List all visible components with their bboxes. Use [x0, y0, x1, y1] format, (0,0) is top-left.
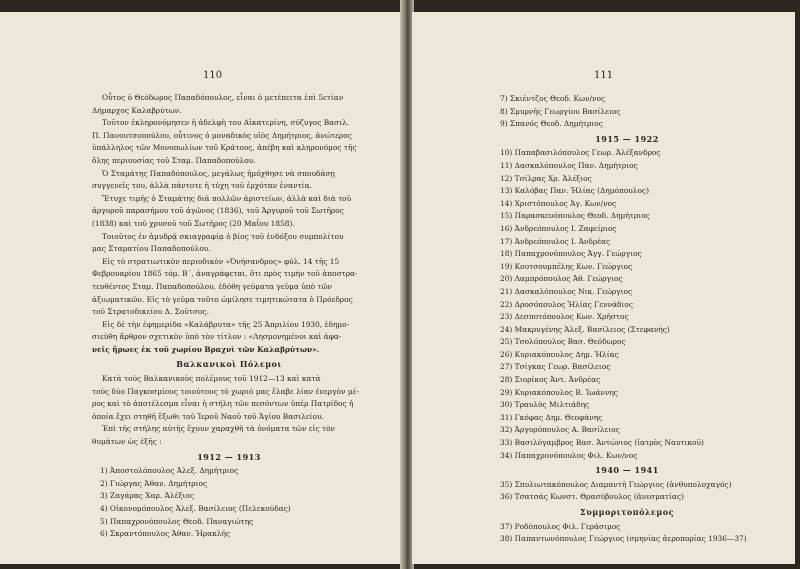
list-item: 24) Μακρυγένης Ἀλεξ. Βασίλειος (Στεφανής)	[500, 324, 670, 334]
text-line: ἀξιωματικῶν. Εἰς τὸ γεῦμα τοῦτο ὡμίλησε τιμητικώτατα ὁ Πρόεδρος	[92, 294, 353, 304]
list-item: 37) Ροδόπουλος Φιλ. Γεράσιμος	[500, 521, 621, 531]
text-line: Εἰς τὸ στρατιωτικὸν περιοδικὸν «Ὀνήσανδρος» φύλ. 14 τῆς 15	[102, 256, 340, 266]
list-item: 14) Χριστόπουλος Ἀγ. Κων/νος	[500, 198, 617, 208]
text-line: ὁποία ἔχει στηθῆ ἔξωθι τοῦ Ἱεροῦ Ναοῦ τοῦ Ἁγίου Βασιλείου.	[92, 411, 324, 421]
list-item: 25) Τσολόπουλος Βασ. Θεόδωρος	[500, 337, 626, 347]
casualty-list	[492, 147, 762, 462]
page-number: 110	[203, 70, 223, 81]
text-line: Ἔτυχε τιμῆς ὁ Σταμάτης διὰ πολλῶν ἀριστείων, ἀλλὰ καὶ διὰ τοῦ	[102, 193, 352, 203]
text-line: (1838) καὶ τοῦ χρυσοῦ τοῦ Σωτῆρος (20 Μαΐου 1858).	[92, 218, 295, 228]
section-heading: Βαλκανικοὶ Πόλεμοι	[176, 359, 282, 370]
list-item: 31) Γκόφας Δημ. Θεοφάνης	[500, 412, 603, 422]
list-item: 10) Παπαβασιλόπουλος Γεωρ. Ἀλέξανδρος	[500, 148, 661, 158]
casualty-list	[492, 521, 762, 546]
period-heading: Συμμοριτοπόλεμος	[580, 507, 674, 517]
text-line: ἀργυροῦ παρασήμου τοῦ ἀγῶνος (1836), τοῦ Ἀργυροῦ τοῦ Σωτῆρος	[92, 206, 344, 216]
list-item: 23) Δεσποτόπουλος Κων. Χρῆστος	[500, 312, 629, 322]
list-item: 4) Οἰκονομόπουλος Ἀλεξ. Βασίλειος (Πελεκούδας)	[100, 504, 291, 513]
text-line: Τοιοῦτος ἐν ἀμυδρᾷ σκιαγραφίᾳ ὁ βίος τοῦ ἐνδόξου συμπολίτου	[102, 231, 344, 241]
list-item: 8) Σμυρνῆς Γεωργίου Βασίλειος	[500, 106, 621, 116]
casualty-list	[492, 93, 762, 131]
list-item: 35) Σπυλιωτακόπουλος Διαμαντῆ Γεώργιος (ἀνθυπολοχαγός)	[500, 479, 732, 489]
text-line: ὅλης περιουσίας τοῦ Σταμ. Παπαδοπούλου.	[92, 155, 256, 165]
list-item: 38) Παπαντωνόπουλος Γεώργιος (σμηνίας ἀεροπορίας 1936—37)	[500, 534, 747, 544]
list-item: 17) Ἀνδρεόπουλος Ι. Ἀνδρέας	[500, 236, 611, 246]
list-item: 27) Τσίγκας Γεωρ. Βασίλειος	[500, 362, 611, 372]
list-item: 32) Ἀργυρόπουλος Α. Βασίλειος	[500, 425, 620, 435]
text-line: τοὺς δύο Παγκοσμίους τοιούτους τὸ χωριό μας ἔλαβε λίαν ἐνεργὸν μέ-	[92, 386, 359, 396]
list-item: 1) Ἀποστολόπουλος Ἀλεξ. Δημήτριος	[100, 466, 239, 476]
list-item: 2) Γιώργας Ἀθαν. Δημήτριος	[100, 478, 208, 488]
period-heading: 1940 — 1941	[595, 465, 659, 476]
left-page	[0, 12, 403, 564]
page-number: 111	[594, 70, 614, 81]
list-item: 20) Λαμπρόπουλος Ἀθ. Γεώργιος	[500, 274, 623, 284]
list-item: 30) Τραυλὸς Μιλτιάδης	[500, 400, 590, 410]
list-item: 6) Σκραντόπουλος Ἀθαν. Ἡρακλῆς	[100, 529, 231, 539]
list-item: 21) Δασκαλόπουλος Νικ. Γεώργιος	[500, 286, 633, 296]
right-page	[412, 12, 795, 564]
casualty-list	[492, 479, 762, 504]
list-item: 3) Ζαγάρας Χαρ. Ἀλέξιος	[100, 491, 194, 501]
list-item: 28) Σιορίκος Ἀντ. Ἀνδρέας	[500, 375, 601, 385]
list-item: 26) Κυριακόπουλος Δημ. Ἠλίας	[500, 349, 619, 359]
text-line: θυμάτων ὡς ἑξῆς :	[92, 437, 162, 447]
list-item: 34) Παπαχρονόπουλος Φιλ. Κων/νος	[500, 450, 638, 460]
list-item: 22) Δροσόπουλος Ἠλίας Γεννάδιος	[500, 299, 633, 309]
text-line: Οὗτος ὁ Θεόδωρος Παπαδόπουλος, εἶναι ὁ μετέπειτα ἐπὶ 5ετίαν	[102, 93, 344, 102]
list-item: 11) Δασκαλόπουλος Παν. Δημήτριος	[500, 160, 638, 170]
text-line: ὑπάλληλος τῶν Μονοπωλίων τοῦ Κράτους, ἀπέβη καὶ κληρονόμος τῆς	[92, 143, 357, 153]
list-item: 18) Παπαχρονόπουλος Ἀγγ. Γεώργιος	[500, 249, 642, 259]
text-line: συγγενεῖς του, ἀλλὰ πάντοτε ἡ τύχη τοῦ ἐρχόταν ἐναντία.	[92, 181, 312, 191]
list-item: 5) Παπαχρονόπουλος Θεοδ. Παναγιώτης	[100, 516, 254, 526]
period-heading: 1912 — 1913	[197, 451, 261, 462]
list-item: 15) Παρασκευόπουλος Θεοδ. Δημήτριος	[500, 211, 650, 221]
list-item: 13) Καλόβας Παν. Ἠλίας (Δημόπουλος)	[500, 186, 649, 196]
text-line: νεῖς ἥρωες ἐκ τοῦ χωρίου Βραχνὶ τῶν Καλαβρύτων».	[92, 344, 320, 354]
text-line: Π. Πανουτσοπούλου, οὗτινος ὁ μοναδικὸς υἱὸς Δημήτριος, ἀνώτερος	[92, 130, 352, 140]
right-page-text	[492, 93, 762, 546]
text-line: σιεύθη ἄρθρον σχετικὸν ὑπὸ τὸν τίτλον : «Λησμονημένοι καὶ ἀφα-	[92, 332, 342, 342]
text-line: μας Σταματίου Παπαδοπούλου.	[92, 244, 211, 254]
period-heading: 1915 — 1922	[595, 133, 659, 144]
left-page-text	[92, 92, 366, 541]
list-item: 33) Βασιλόγαμβρος Βασ. Ἀντώνιος (ἰατρὸς Ναυτικοῦ)	[500, 438, 704, 448]
list-item: 19) Κουτσουμπέλης Κων. Γεώργιος	[500, 261, 633, 271]
text-line: τοῦ Στρατοδικείου Δ. Σοῦτσος.	[92, 307, 209, 317]
list-item: 9) Σπανός Θεοδ. Δημήτριος	[500, 119, 603, 129]
text-line: Φεβρουαρίου 1865 τόμ. Β΄, ἀναγράφεται, ὅτι πρὸς τιμὴν τοῦ ἀποστρα-	[92, 269, 358, 279]
list-item: 36) Τσατσάς Κωνστ. Θρασύβουλος (ἀνεσματίας)	[500, 492, 684, 502]
text-line: Κατὰ τοὺς Βαλκανικοὺς πολέμους τοῦ 1912—13 καὶ κατὰ	[102, 374, 321, 384]
list-item: 29) Κυριακόπουλος Β. Ἰωάννης	[500, 387, 618, 397]
text-line: τευθέντος Σταμ. Παπαδοπούλου, ἐδόθη γεύματα γεῦμα ὑπὸ τῶν	[92, 281, 333, 291]
text-line: Εἰς δὲ τὴν ἐφημερίδα «Καλάβρυτα» τῆς 25 Ἀπριλίου 1930, ἐδημο-	[102, 319, 350, 329]
text-line: Ὁ Σταμάτης Παπαδόπουλος, μεγάλως ἠμόχθησε νὰ σπουδάσῃ	[102, 168, 335, 178]
text-line: Δήμαρχος Καλαβρύτων.	[92, 105, 182, 115]
list-item: 7) Σκιέντζος Θεοδ. Κων/νος	[500, 94, 606, 103]
casualty-list	[92, 465, 366, 541]
list-item: 16) Ἀνδρεόπουλος Ι. Ζαφείριος	[500, 223, 617, 233]
text-line: ρος καὶ τὸ ἀποτέλεσμα εἶναι ἡ στήλη τῶν πεσόντων ὑπὲρ Πατρίδος ἡ	[92, 399, 354, 409]
text-line: Ἐπὶ τῆς στήλης αὐτῆς ἔχουν χαραχθῆ τὰ ὀνόματα τῶν εἰς τὸν	[102, 424, 336, 434]
text-line: Τοῦτον ἐκληρονόμησεν ἡ ἀδελφὴ του Αἰκατερίνη, σύζυγος Βασιλ.	[102, 118, 350, 128]
list-item: 12) Τσίλρας Χρ. Ἀλέξιος	[500, 173, 592, 183]
